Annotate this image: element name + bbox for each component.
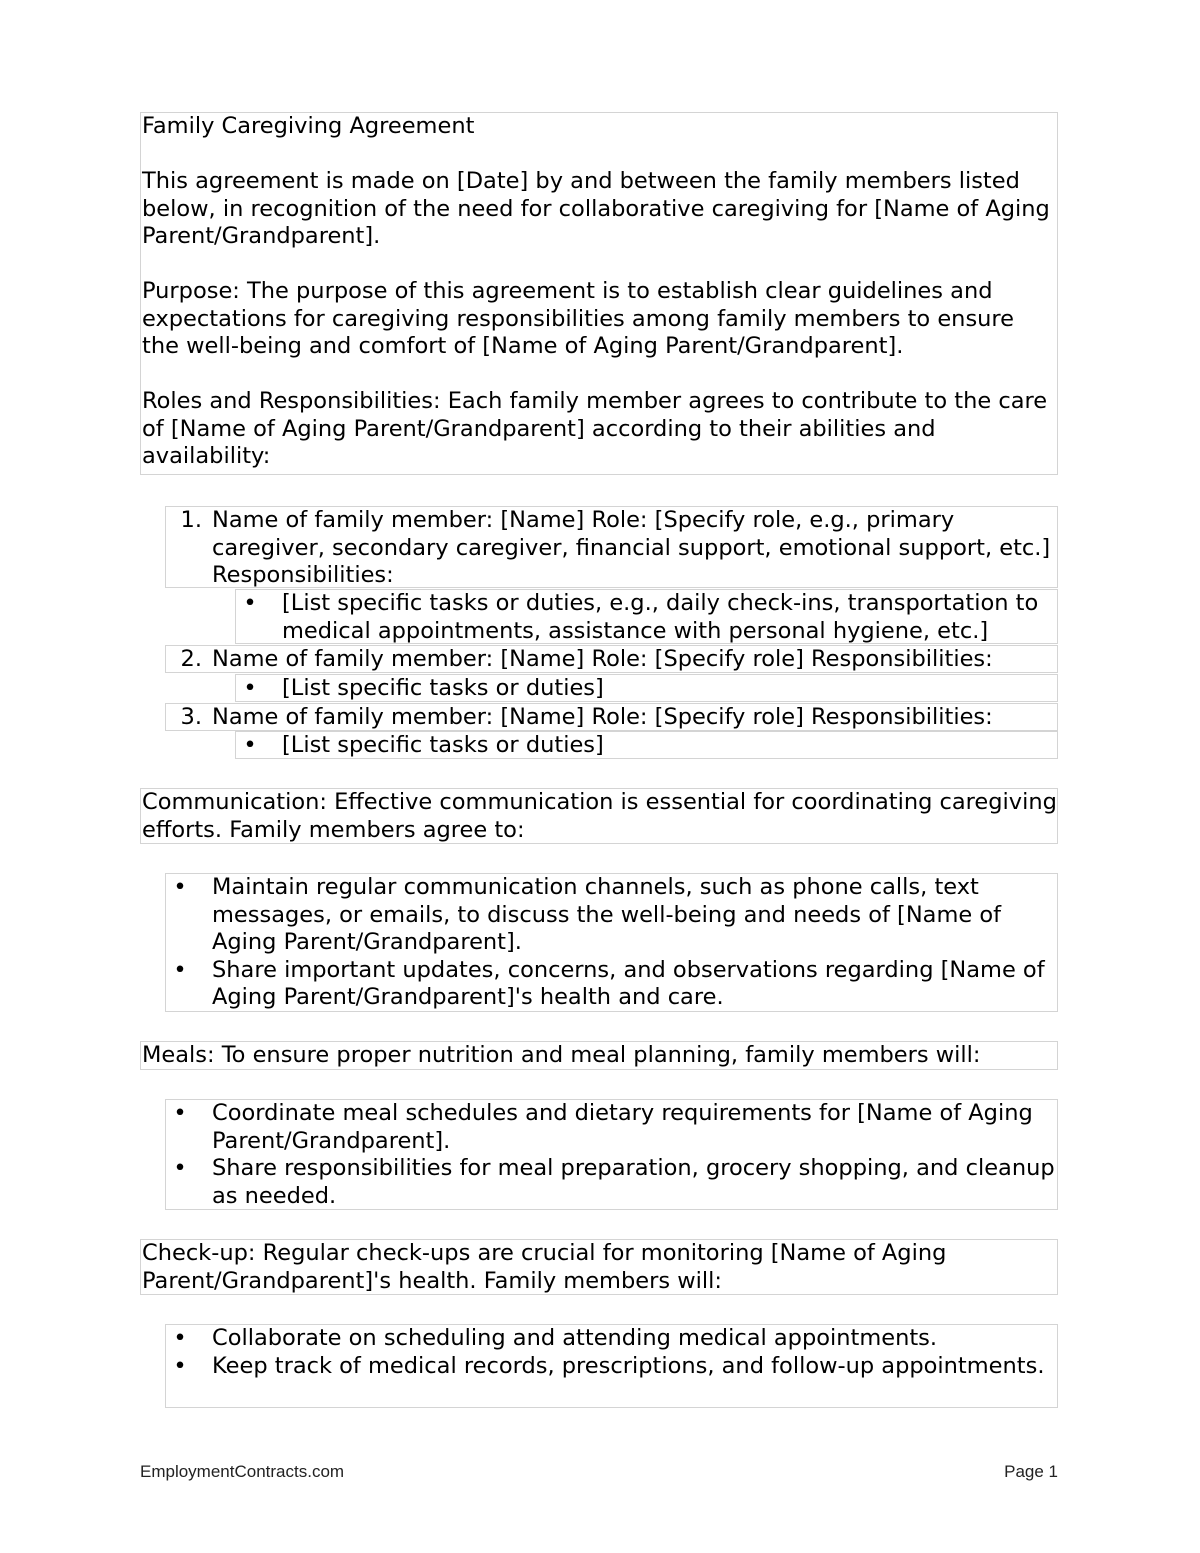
roles-paragraph: Roles and Responsibilities: Each family member agrees to contribute to the care of [Name of Aging Parent/Grandparent] according to their abilities and availability: bbox=[142, 388, 1048, 469]
list-item bbox=[166, 1353, 1057, 1381]
meals-list bbox=[165, 1099, 1058, 1210]
list-item bbox=[166, 1155, 1057, 1210]
bullet-glyph: • bbox=[173, 1325, 187, 1351]
member-item bbox=[165, 506, 1058, 588]
member-text: Name of family member: [Name] Role: [Specify role, e.g., primary caregiver, secondary caregiver, financial support, emotional support, etc.] Responsibilities: bbox=[212, 507, 1051, 588]
communication-list bbox=[165, 873, 1058, 1012]
member-item bbox=[165, 645, 1058, 673]
member-task-text: [List specific tasks or duties, e.g., daily check-ins, transportation to medical appointments, assistance with personal hygiene, etc.] bbox=[282, 590, 1039, 644]
list-item-text: Share important updates, concerns, and observations regarding [Name of Aging Parent/Grandparent]'s health and care. bbox=[212, 956, 1045, 1010]
footer-site-name: EmploymentContracts.com bbox=[140, 1462, 345, 1481]
meals-intro bbox=[140, 1041, 1058, 1070]
bullet-glyph: • bbox=[173, 874, 187, 900]
bullet-glyph: • bbox=[173, 1352, 187, 1379]
list-item-text: Share responsibilities for meal preparation, grocery shopping, and cleanup as needed. bbox=[212, 1155, 1055, 1209]
member-task-text: [List specific tasks or duties] bbox=[282, 732, 604, 758]
bullet-glyph: • bbox=[173, 1155, 187, 1181]
checkup-intro bbox=[140, 1239, 1058, 1295]
list-item-text: Coordinate meal schedules and dietary requirements for [Name of Aging Parent/Grandparent]. bbox=[212, 1100, 1033, 1154]
bullet-glyph: • bbox=[243, 675, 257, 701]
spacer bbox=[142, 251, 1057, 279]
member-task-item bbox=[235, 731, 1058, 759]
list-item-text: Maintain regular communication channels, such as phone calls, text messages, or emails, to discuss the well-being and needs of [Name of Aging Parent/Grandparent]. bbox=[212, 874, 1002, 955]
checkup-paragraph: Check-up: Regular check-ups are crucial for monitoring [Name of Aging Parent/Grandparent]'s health. Family members will: bbox=[142, 1240, 947, 1294]
list-number: 3. bbox=[180, 704, 202, 730]
intro-paragraph: This agreement is made on [Date] by and between the family members listed below, in recognition of the need for collaborative caregiving for [Name of Aging Parent/Grandparent]. bbox=[142, 168, 1050, 249]
list-item bbox=[166, 874, 1057, 957]
spacer bbox=[142, 141, 1057, 169]
purpose-paragraph: Purpose: The purpose of this agreement is to establish clear guidelines and expectations for caregiving responsibilities among family members to ensure the well-being and comfort of [Name of Aging Parent/Grandparent]. bbox=[142, 278, 1015, 359]
member-text: Name of family member: [Name] Role: [Specify role] Responsibilities: bbox=[212, 646, 993, 672]
bullet-glyph: • bbox=[243, 732, 257, 758]
list-item bbox=[166, 1100, 1057, 1155]
member-task-item bbox=[235, 674, 1058, 702]
list-number: 1. bbox=[180, 507, 202, 533]
member-task-text: [List specific tasks or duties] bbox=[282, 675, 604, 701]
document-title: Family Caregiving Agreement bbox=[142, 113, 475, 139]
footer-page-number: Page 1 bbox=[1004, 1462, 1058, 1481]
list-item-text: Collaborate on scheduling and attending medical appointments. bbox=[212, 1325, 938, 1351]
communication-paragraph: Communication: Effective communication is essential for coordinating caregiving efforts. Family members agree to: bbox=[142, 789, 1057, 843]
bullet-glyph: • bbox=[173, 956, 187, 983]
list-item bbox=[166, 957, 1057, 1012]
list-item-text: Keep track of medical records, prescriptions, and follow-up appointments. bbox=[212, 1352, 1045, 1379]
spacer bbox=[142, 361, 1057, 389]
member-task-item bbox=[235, 589, 1058, 644]
member-item bbox=[165, 703, 1058, 731]
bullet-glyph: • bbox=[173, 1100, 187, 1126]
checkup-list bbox=[165, 1324, 1058, 1408]
meals-paragraph: Meals: To ensure proper nutrition and meal planning, family members will: bbox=[142, 1042, 981, 1068]
opening-section bbox=[140, 112, 1058, 475]
member-text: Name of family member: [Name] Role: [Specify role] Responsibilities: bbox=[212, 704, 993, 730]
bullet-glyph: • bbox=[243, 590, 257, 616]
list-number: 2. bbox=[180, 646, 202, 672]
communication-intro bbox=[140, 788, 1058, 844]
list-item bbox=[166, 1325, 1057, 1353]
